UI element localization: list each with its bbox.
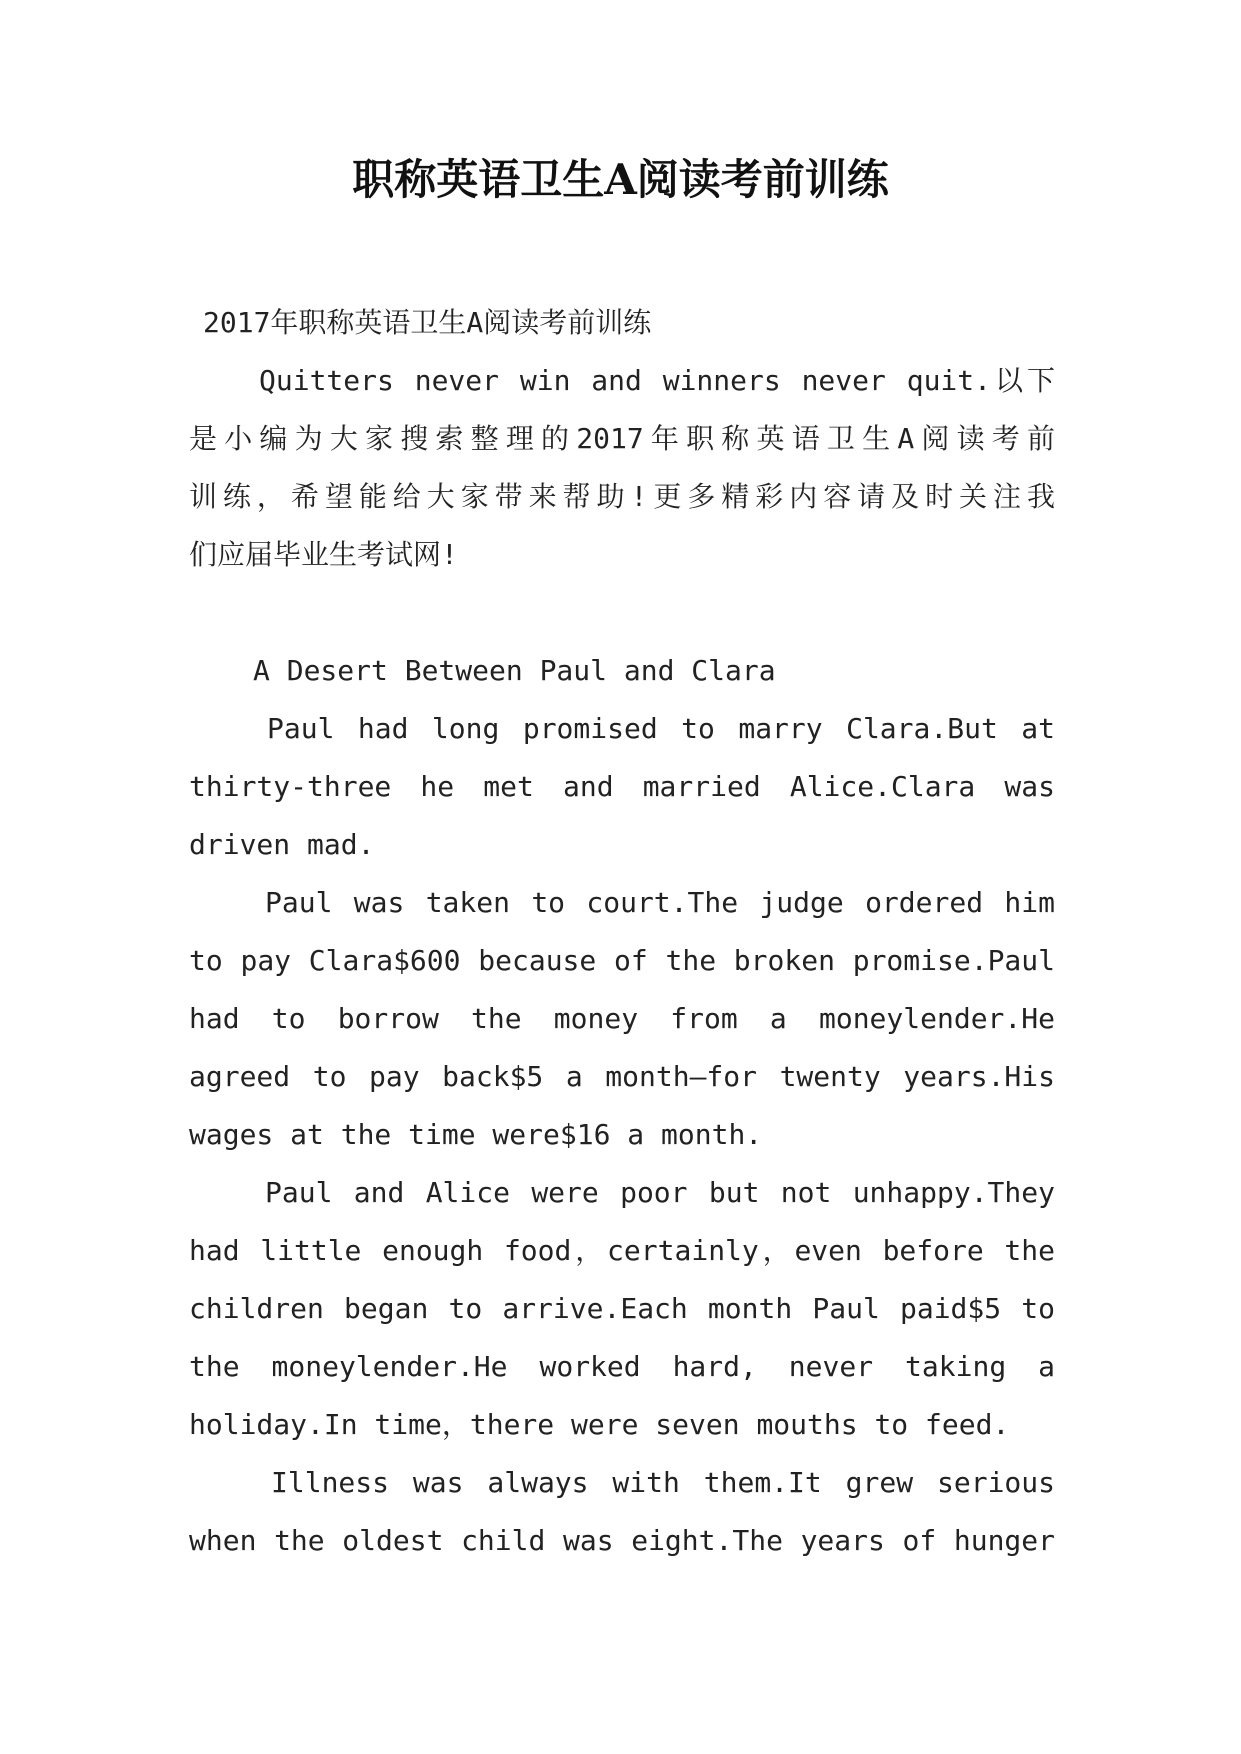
paragraph-line: had to borrow the money from a moneylender.He bbox=[189, 1002, 1055, 1035]
paragraph-line: the moneylender.He worked hard, never taking a bbox=[189, 1350, 1055, 1383]
paragraph-line: thirty-three he met and married Alice.Clara was bbox=[189, 770, 1055, 803]
paragraph-line: Paul and Alice were poor but not unhappy.They bbox=[265, 1176, 1055, 1209]
paragraph-line: when the oldest child was eight.The years of hunger bbox=[189, 1524, 1055, 1557]
paragraph-line: driven mad. bbox=[189, 828, 375, 861]
document-body bbox=[189, 294, 1055, 1570]
intro-line: 训练，希望能给大家带来帮助!更多精彩内容请及时关注我 bbox=[189, 480, 1055, 513]
paragraph-line: had little enough food，certainly，even before the bbox=[189, 1234, 1055, 1267]
paragraph-line: Illness was always with them.It grew serious bbox=[271, 1466, 1055, 1499]
spacer bbox=[189, 584, 1055, 642]
paragraph-line: Paul was taken to court.The judge ordered him bbox=[265, 886, 1055, 919]
intro-line: 是小编为大家搜索整理的2017年职称英语卫生A阅读考前 bbox=[189, 422, 1055, 455]
paragraph-line: Paul had long promised to marry Clara.But at bbox=[267, 712, 1055, 745]
paragraph-line: wages at the time were$16 a month. bbox=[189, 1118, 763, 1151]
intro-line: 们应届毕业生考试网! bbox=[189, 538, 458, 571]
document-subtitle: 2017年职称英语卫生A阅读考前训练 bbox=[203, 306, 652, 339]
paragraph-line: children began to arrive.Each month Paul paid$5 to bbox=[189, 1292, 1055, 1325]
paragraph-line: agreed to pay back$5 a month—for twenty years.His bbox=[189, 1060, 1055, 1093]
document-title: 职称英语卫生A阅读考前训练 bbox=[352, 155, 889, 204]
paragraph-line: holiday.In time，there were seven mouths to feed. bbox=[189, 1408, 1010, 1441]
paragraph-line: to pay Clara$600 because of the broken promise.Paul bbox=[189, 944, 1055, 977]
intro-line: Quitters never win and winners never quit.以下 bbox=[259, 364, 1055, 397]
story-title: A Desert Between Paul and Clara bbox=[253, 654, 776, 687]
